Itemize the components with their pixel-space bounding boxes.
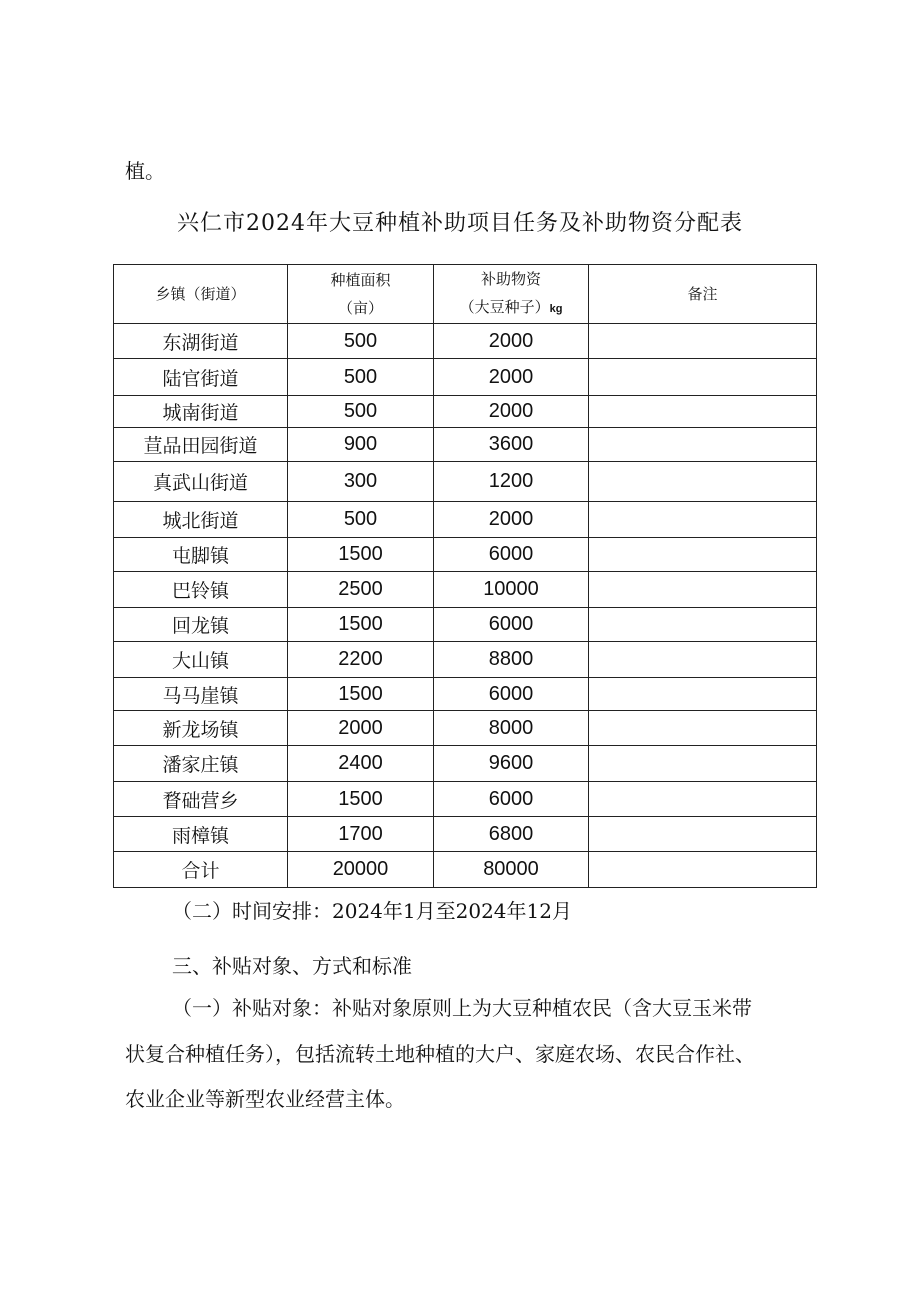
table-row bbox=[114, 359, 817, 396]
header-town: 乡镇（街道） bbox=[114, 265, 288, 324]
table-row bbox=[114, 502, 817, 538]
header-remarks: 备注 bbox=[589, 265, 817, 324]
header-material-seed: （大豆种子） bbox=[459, 298, 550, 316]
paragraph-line-1: （一）补贴对象：补贴对象原则上为大豆种植农民（含大豆玉米带 bbox=[172, 996, 752, 1020]
cell-area: 500 bbox=[288, 324, 434, 359]
table-row bbox=[114, 608, 817, 642]
header-material-line2 bbox=[434, 293, 588, 323]
cell-area: 500 bbox=[288, 502, 434, 538]
cell-note bbox=[589, 642, 817, 678]
table-row bbox=[114, 817, 817, 852]
table-row bbox=[114, 462, 817, 502]
header-material-line1: 补助物资 bbox=[480, 270, 541, 288]
cell-town: 合计 bbox=[114, 852, 288, 888]
cell-town: 雨樟镇 bbox=[114, 817, 288, 852]
cell-town: 新龙场镇 bbox=[114, 711, 288, 746]
cell-note bbox=[589, 852, 817, 888]
cell-note bbox=[589, 711, 817, 746]
cell-town: 回龙镇 bbox=[114, 608, 288, 642]
cell-note bbox=[589, 396, 817, 428]
allocation-table bbox=[113, 264, 817, 888]
header-material bbox=[434, 265, 589, 324]
table-row bbox=[114, 642, 817, 678]
total-row bbox=[114, 852, 817, 888]
cell-seeds: 6800 bbox=[434, 817, 589, 852]
table-row bbox=[114, 572, 817, 608]
cell-seeds: 6000 bbox=[434, 782, 589, 817]
cell-town: 巴铃镇 bbox=[114, 572, 288, 608]
table-row bbox=[114, 711, 817, 746]
header-area-line1: 种植面积 bbox=[330, 271, 391, 289]
cell-seeds: 8800 bbox=[434, 642, 589, 678]
table-row bbox=[114, 538, 817, 572]
cell-town: 真武山街道 bbox=[114, 462, 288, 502]
cell-note bbox=[589, 462, 817, 502]
paragraph-line-2: 状复合种植任务），包括流转土地种植的大户、家庭农场、农民合作社、 bbox=[125, 1042, 755, 1066]
cell-note bbox=[589, 324, 817, 359]
cell-area: 2400 bbox=[288, 746, 434, 782]
cell-town: 陆官街道 bbox=[114, 359, 288, 396]
cell-note bbox=[589, 817, 817, 852]
cell-note bbox=[589, 359, 817, 396]
header-material-unit: kg bbox=[549, 303, 563, 315]
table-row bbox=[114, 678, 817, 711]
cell-note bbox=[589, 538, 817, 572]
cell-note bbox=[589, 502, 817, 538]
cell-area: 2000 bbox=[288, 711, 434, 746]
cell-town: 大山镇 bbox=[114, 642, 288, 678]
cell-area: 2500 bbox=[288, 572, 434, 608]
cell-note bbox=[589, 572, 817, 608]
cell-seeds: 80000 bbox=[434, 852, 589, 888]
table-row bbox=[114, 746, 817, 782]
cell-seeds: 6000 bbox=[434, 538, 589, 572]
cell-seeds: 10000 bbox=[434, 572, 589, 608]
schedule-line: （二）时间安排：2024年1月至2024年12月 bbox=[172, 899, 572, 923]
cell-area: 20000 bbox=[288, 852, 434, 888]
cell-town: 马马崖镇 bbox=[114, 678, 288, 711]
cell-area: 1700 bbox=[288, 817, 434, 852]
cell-area: 1500 bbox=[288, 782, 434, 817]
cell-seeds: 2000 bbox=[434, 502, 589, 538]
cell-area: 2200 bbox=[288, 642, 434, 678]
cell-seeds: 2000 bbox=[434, 359, 589, 396]
section-three-heading: 三、补贴对象、方式和标准 bbox=[172, 954, 412, 978]
cell-seeds: 6000 bbox=[434, 608, 589, 642]
cell-town: 屯脚镇 bbox=[114, 538, 288, 572]
cell-note bbox=[589, 782, 817, 817]
cell-seeds: 2000 bbox=[434, 324, 589, 359]
cell-area: 1500 bbox=[288, 608, 434, 642]
cell-note bbox=[589, 678, 817, 711]
cell-town: 东湖街道 bbox=[114, 324, 288, 359]
table-row bbox=[114, 428, 817, 462]
cell-area: 1500 bbox=[288, 678, 434, 711]
cell-seeds: 2000 bbox=[434, 396, 589, 428]
cell-note bbox=[589, 428, 817, 462]
cell-area: 500 bbox=[288, 396, 434, 428]
cell-seeds: 1200 bbox=[434, 462, 589, 502]
cell-area: 300 bbox=[288, 462, 434, 502]
cell-area: 900 bbox=[288, 428, 434, 462]
cell-town: 瞀础营乡 bbox=[114, 782, 288, 817]
cell-seeds: 6000 bbox=[434, 678, 589, 711]
table-row bbox=[114, 396, 817, 428]
table-header-row bbox=[114, 265, 817, 324]
cell-note bbox=[589, 746, 817, 782]
top-fragment: 植。 bbox=[125, 159, 165, 183]
cell-area: 1500 bbox=[288, 538, 434, 572]
cell-area: 500 bbox=[288, 359, 434, 396]
cell-seeds: 3600 bbox=[434, 428, 589, 462]
cell-seeds: 8000 bbox=[434, 711, 589, 746]
table-title: 兴仁市2024年大豆种植补助项目任务及补助物资分配表 bbox=[177, 211, 743, 236]
header-area-line2: （亩） bbox=[337, 299, 383, 317]
table-row bbox=[114, 324, 817, 359]
cell-seeds: 9600 bbox=[434, 746, 589, 782]
table-row bbox=[114, 782, 817, 817]
cell-town: 城南街道 bbox=[114, 396, 288, 428]
paragraph-line-3: 农业企业等新型农业经营主体。 bbox=[125, 1087, 405, 1111]
cell-town: 城北街道 bbox=[114, 502, 288, 538]
cell-town: 荁品田园街道 bbox=[114, 428, 288, 462]
cell-note bbox=[589, 608, 817, 642]
header-area bbox=[288, 265, 434, 324]
cell-town: 潘家庄镇 bbox=[114, 746, 288, 782]
